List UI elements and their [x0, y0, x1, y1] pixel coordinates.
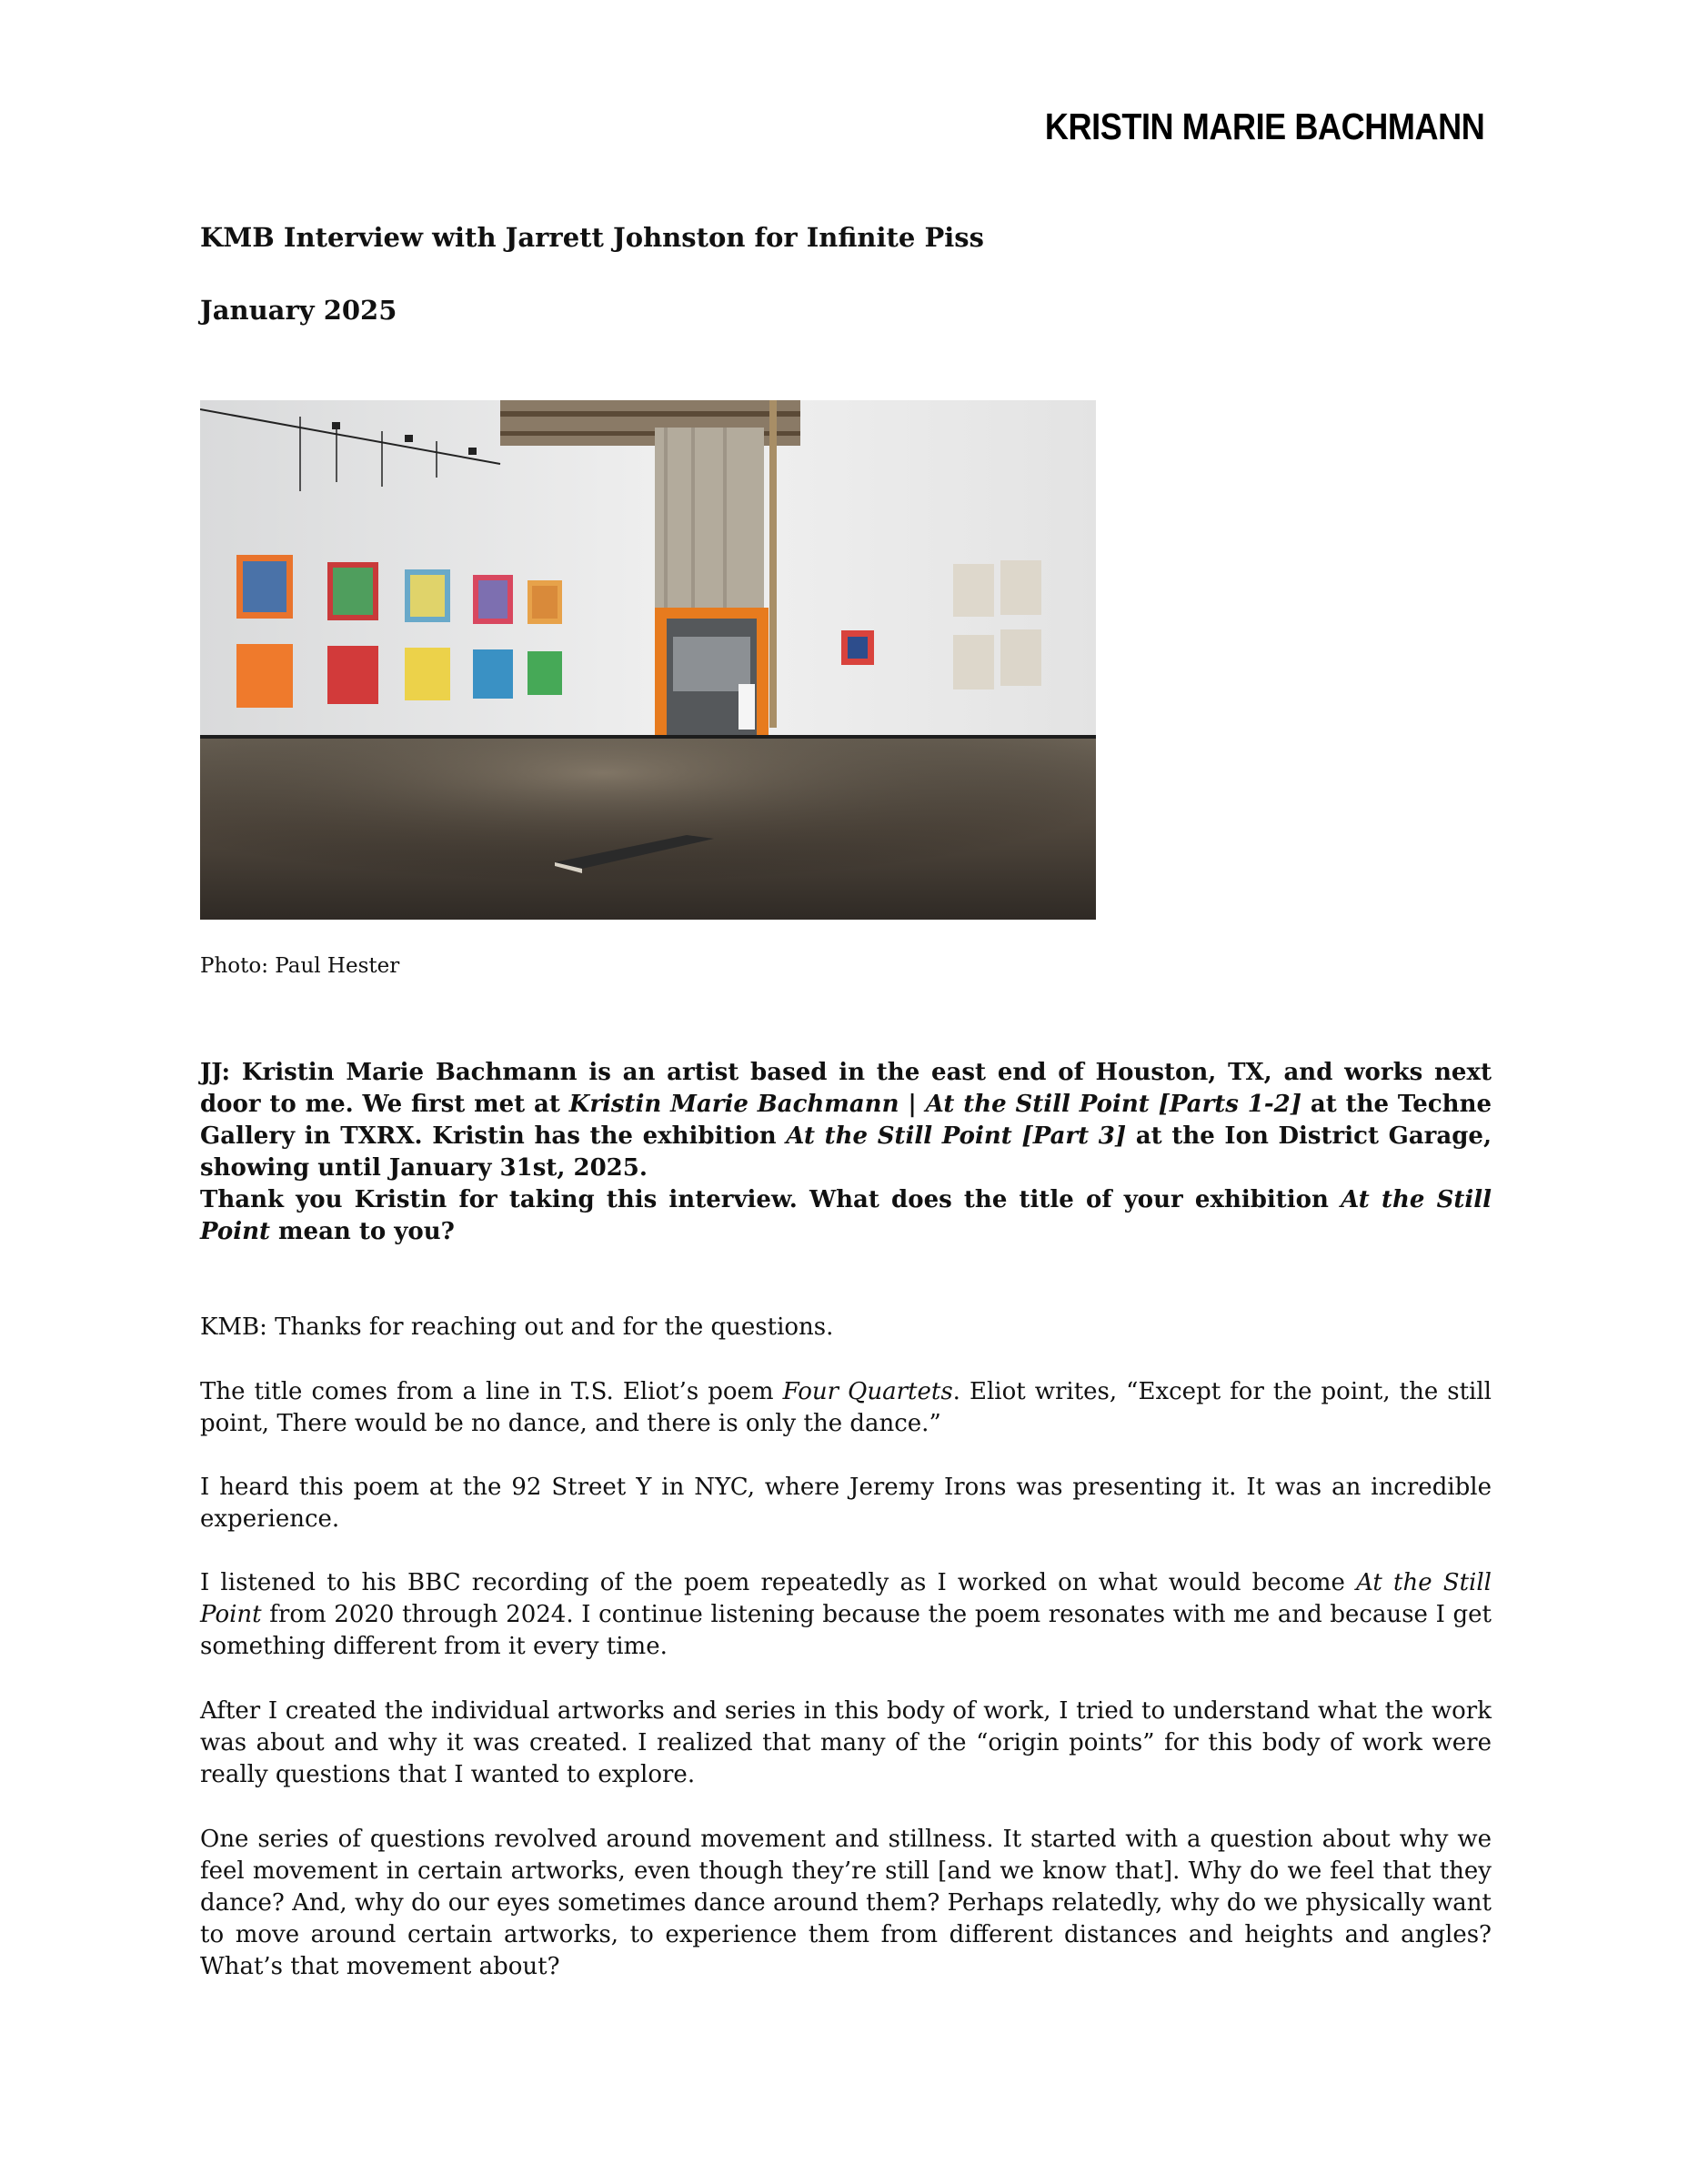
answer-paragraph-4: I listened to his BBC recording of the poem repeatedly as I worked on what would become At the Still Point from 2020 through 2024. I continue listening because the poem resonates with me and because I get something different from it every time.: [200, 1569, 1492, 1660]
answer-paragraph-2: The title comes from a line in T.S. Eliot’s poem Four Quartets. Eliot writes, “Except for the point, the still point, There would be no dance, and there is only the dance.”: [200, 1378, 1492, 1437]
brand-logo: KRISTIN MARIE BACHMANN: [1044, 106, 1484, 147]
document-date: January 2025: [200, 295, 397, 326]
answer-paragraph-6: One series of questions revolved around movement and stillness. It started with a question about why we feel movement in certain artworks, even though they’re still [and we know that]. Why do we feel that they dance? And, why do our eyes sometimes dance around them? Perhaps relatedly, why do we physically want to move around certain artworks, to experience them from different distances and heights and angles? What’s that movement about?: [200, 1826, 1492, 1980]
gallery-photo: [200, 400, 1096, 920]
interview-question-2: Thank you Kristin for taking this interview. What does the title of your exhibition At the Still Point mean to you?: [200, 1186, 1492, 1245]
answer-paragraph-1: KMB: Thanks for reaching out and for the questions.: [200, 1313, 834, 1341]
answer-paragraph-3: I heard this poem at the 92 Street Y in NYC, where Jeremy Irons was presenting it. It was an incredible experience.: [200, 1474, 1492, 1533]
photo-caption: Photo: Paul Hester: [200, 954, 400, 978]
interview-question-1: JJ: Kristin Marie Bachmann is an artist based in the east end of Houston, TX, and works next door to me. We first met at Kristin Marie Bachmann | At the Still Point [Parts 1-2] at the Techne Gallery in TXRX. Kristin has the exhibition At the Still Point [Part 3] at the Ion District Garage, showing until January 31st, 2025.: [200, 1059, 1492, 1182]
document-title: KMB Interview with Jarrett Johnston for Infinite Piss: [200, 222, 984, 253]
answer-paragraph-5: After I created the individual artworks and series in this body of work, I tried to understand what the work was about and why it was created. I realized that many of the “origin points” for this body of work were really questions that I wanted to explore.: [200, 1697, 1492, 1788]
